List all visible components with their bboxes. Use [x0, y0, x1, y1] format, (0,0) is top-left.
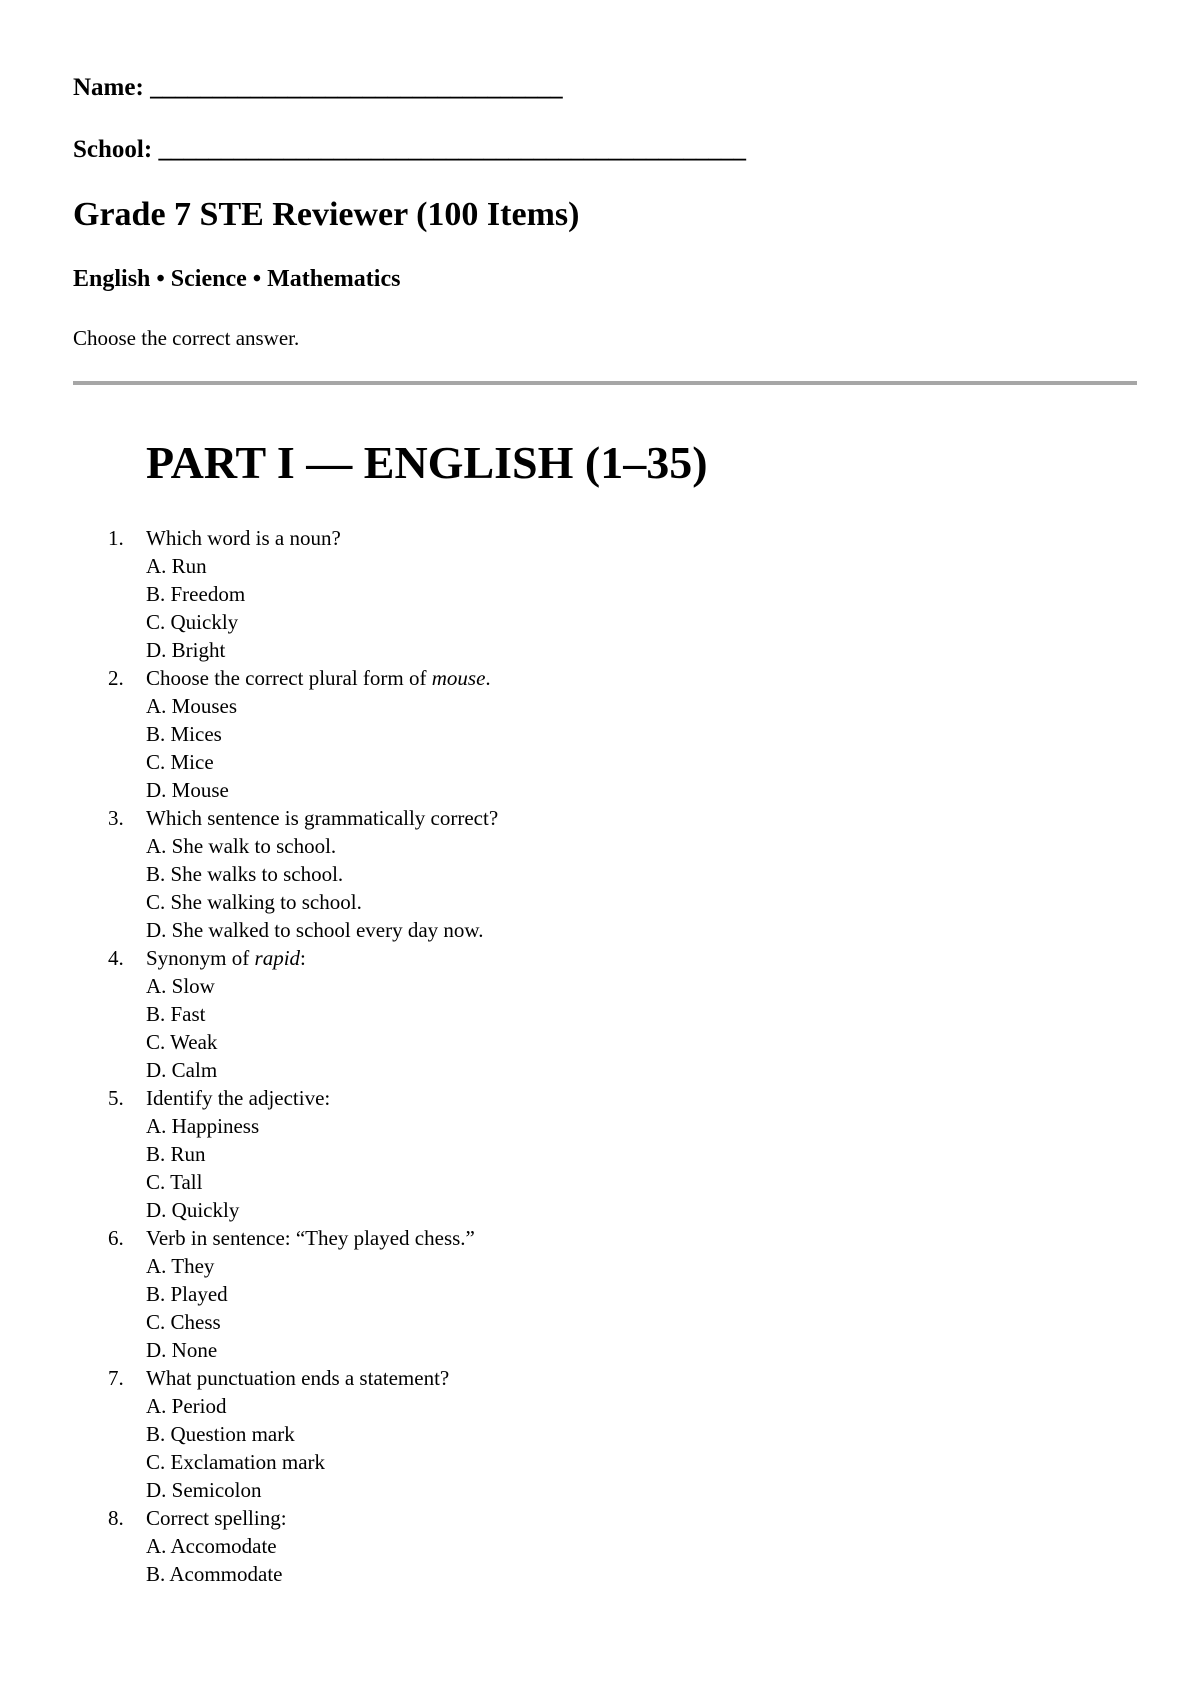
- question-number: 5.: [108, 1086, 124, 1110]
- question-line: [0, 1364, 1200, 1392]
- header-divider: [73, 381, 1137, 385]
- answer-option-line: [0, 1168, 1200, 1196]
- answer-option: D. None: [146, 1338, 218, 1362]
- school-field-line: [73, 136, 746, 164]
- answer-option-line: [0, 860, 1200, 888]
- answer-option-line: [0, 608, 1200, 636]
- answer-option: D. She walked to school every day now.: [146, 918, 484, 942]
- answer-option: A. Slow: [146, 974, 215, 998]
- answer-option-line: [0, 580, 1200, 608]
- answer-option-line: [0, 916, 1200, 944]
- question-text: [146, 1364, 449, 1392]
- question-text: [146, 524, 341, 552]
- answer-option: C. She walking to school.: [146, 890, 362, 914]
- question-item: [0, 944, 1200, 1084]
- question-number: 6.: [108, 1226, 124, 1250]
- answer-option: C. Exclamation mark: [146, 1450, 326, 1474]
- question-item: [0, 804, 1200, 944]
- question-item: [0, 524, 1200, 664]
- answer-option: B. Acommodate: [146, 1562, 283, 1586]
- answer-option: B. Played: [146, 1282, 228, 1306]
- answer-option-line: [0, 1308, 1200, 1336]
- school-label: School:: [73, 136, 153, 163]
- answer-option-line: [0, 552, 1200, 580]
- question-number: 4.: [108, 946, 124, 970]
- answer-option: A. Accomodate: [146, 1534, 277, 1558]
- question-text-main: What punctuation ends a statement?: [146, 1366, 450, 1390]
- question-text: [146, 1084, 330, 1112]
- part-heading: PART I — ENGLISH (1–35): [146, 437, 708, 488]
- answer-option-line: [0, 972, 1200, 1000]
- question-line: [0, 664, 1200, 692]
- answer-option-line: [0, 1392, 1200, 1420]
- question-text-main: Which word is a noun?: [146, 526, 341, 550]
- answer-option: B. Mices: [146, 722, 222, 746]
- question-text-main: Synonym of: [146, 946, 255, 970]
- answer-option: B. She walks to school.: [146, 862, 344, 886]
- answer-option-line: [0, 748, 1200, 776]
- document-title: Grade 7 STE Reviewer (100 Items): [73, 196, 580, 233]
- question-text-main: Choose the correct plural form of: [146, 666, 432, 690]
- instructions-text: Choose the correct answer.: [73, 326, 300, 350]
- answer-option-line: [0, 1420, 1200, 1448]
- answer-option-line: [0, 1112, 1200, 1140]
- answer-option-line: [0, 1336, 1200, 1364]
- document-subtitle: English • Science • Mathematics: [73, 266, 401, 292]
- question-item: [0, 1504, 1200, 1588]
- question-text-main: Which sentence is grammatically correct?: [146, 806, 499, 830]
- answer-option-line: [0, 692, 1200, 720]
- question-text-end: :: [300, 946, 306, 970]
- question-number: 1.: [108, 526, 124, 550]
- question-text: [146, 944, 306, 972]
- question-text: [146, 1504, 287, 1532]
- answer-option-line: [0, 1252, 1200, 1280]
- answer-option-line: [0, 1280, 1200, 1308]
- answer-option: C. Mice: [146, 750, 214, 774]
- question-number: 7.: [108, 1366, 124, 1390]
- question-text: [146, 664, 491, 692]
- question-line: [0, 804, 1200, 832]
- answer-option: B. Freedom: [146, 582, 246, 606]
- answer-option-line: [0, 1056, 1200, 1084]
- answer-option: A. She walk to school.: [146, 834, 337, 858]
- question-text-end: .: [485, 666, 491, 690]
- answer-option: D. Semicolon: [146, 1478, 262, 1502]
- question-number: 8.: [108, 1506, 124, 1530]
- answer-option: D. Quickly: [146, 1198, 240, 1222]
- question-text: [146, 804, 498, 832]
- answer-option-line: [0, 1000, 1200, 1028]
- answer-option-line: [0, 1448, 1200, 1476]
- answer-option-line: [0, 776, 1200, 804]
- question-emphasis-word: mouse: [431, 666, 486, 690]
- question-line: [0, 1224, 1200, 1252]
- question-line: [0, 1504, 1200, 1532]
- name-label: Name:: [73, 74, 144, 101]
- question-text: [146, 1224, 475, 1252]
- answer-option-line: [0, 1028, 1200, 1056]
- answer-option-line: [0, 832, 1200, 860]
- question-line: [0, 944, 1200, 972]
- answer-option: D. Mouse: [146, 778, 229, 802]
- answer-option: C. Quickly: [146, 610, 239, 634]
- answer-option-line: [0, 1476, 1200, 1504]
- answer-option: A. Mouses: [146, 694, 238, 718]
- answer-option-line: [0, 1532, 1200, 1560]
- answer-option-line: [0, 720, 1200, 748]
- answer-option: A. They: [146, 1254, 215, 1278]
- answer-option-line: [0, 1196, 1200, 1224]
- answer-option: B. Fast: [146, 1002, 206, 1026]
- school-blank-line: _______________________________________________: [158, 136, 746, 163]
- answer-option: B. Question mark: [146, 1422, 295, 1446]
- answer-option: C. Weak: [146, 1030, 218, 1054]
- answer-option: D. Bright: [146, 638, 226, 662]
- answer-option-line: [0, 1140, 1200, 1168]
- question-list: [0, 524, 1200, 1588]
- question-item: [0, 1224, 1200, 1364]
- question-text-main: Verb in sentence: “They played chess.”: [146, 1226, 475, 1250]
- answer-option: D. Calm: [146, 1058, 218, 1082]
- question-line: [0, 524, 1200, 552]
- answer-option: A. Period: [146, 1394, 227, 1418]
- question-emphasis-word: rapid: [254, 946, 301, 970]
- question-item: [0, 664, 1200, 804]
- answer-option-line: [0, 636, 1200, 664]
- answer-option-line: [0, 1560, 1200, 1588]
- question-text-main: Correct spelling:: [146, 1506, 287, 1530]
- question-number: 3.: [108, 806, 124, 830]
- name-blank-line: _________________________________: [150, 74, 563, 101]
- question-line: [0, 1084, 1200, 1112]
- question-text-main: Identify the adjective:: [146, 1086, 331, 1110]
- question-item: [0, 1084, 1200, 1224]
- answer-option: B. Run: [146, 1142, 206, 1166]
- answer-option: A. Run: [146, 554, 207, 578]
- answer-option: C. Chess: [146, 1310, 221, 1334]
- question-item: [0, 1364, 1200, 1504]
- answer-option-line: [0, 888, 1200, 916]
- question-number: 2.: [108, 666, 124, 690]
- answer-option: C. Tall: [146, 1170, 203, 1194]
- answer-option: A. Happiness: [146, 1114, 260, 1138]
- name-field-line: [73, 74, 563, 102]
